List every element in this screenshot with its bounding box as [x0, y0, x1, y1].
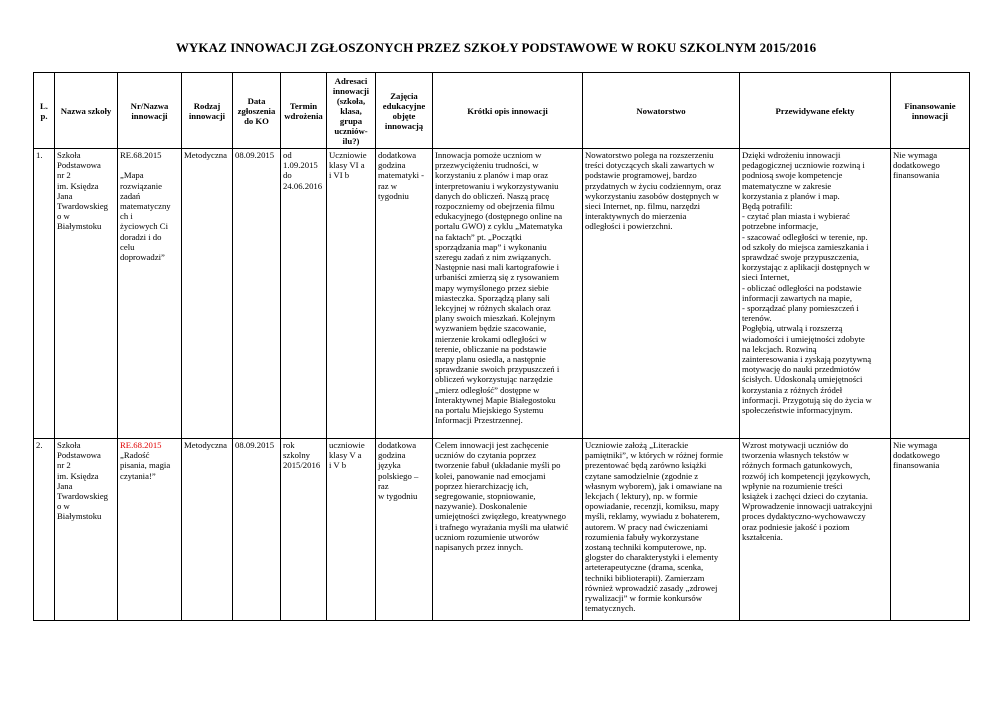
header-novelty: Nowatorstwo — [583, 73, 740, 149]
cell-description: Celem innowacji jest zachęcenie uczniów do czytania poprzez tworzenie fabuł (układanie myśli po kolei, panowanie nad emocjami poprzez hierarchizację ich, segregowanie, stopniowanie, nazywanie). Doskonalenie umiejętności zwięzłego, kreatywnego i trafnego wyrażania myśli ma ułatwić uczniom rozumienie utworów napisanych przez innych. — [433, 439, 583, 621]
cell-classes: dodatkowa godzina języka polskiego – raz w tygodniu — [376, 439, 433, 621]
cell-innovation-name — [118, 439, 182, 621]
cell-submission-date: 08.09.2015 — [233, 439, 281, 621]
innovation-code: RE.68.2015 — [120, 440, 162, 450]
cell-innovation-type: Metodyczna — [182, 439, 233, 621]
cell-expected-effects: Wzrost motywacji uczniów do tworzenia własnych tekstów w różnych formach gatunkowych, rozwój ich kompetencji językowych, wpłynie na rozumienie treści książek i zachęci dzieci do czytania. Wprowadzenie innowacji uatrakcyjni proces dydaktyczno-wychowawczy oraz podniesie jakość i poziom kształcenia. — [740, 439, 891, 621]
page-title: WYKAZ INNOWACJI ZGŁOSZONYCH PRZEZ SZKOŁY PODSTAWOWE W ROKU SZKOLNYM 2015/2016 — [175, 40, 817, 55]
cell-recipients: Uczniowie klasy VI a i VI b — [327, 149, 376, 439]
cell-funding: Nie wymaga dodatkowego finansowania — [891, 439, 970, 621]
cell-novelty: Nowatorstwo polega na rozszerzeniu treści dotyczących skali zawartych w podstawie programowej, bardzo przydatnych w życiu codziennym, oraz wykorzystaniu zasobów dostępnych w sieci Internet, np. filmu, narzędzi interaktywnych do mierzenia odległości i powierzchni. — [583, 149, 740, 439]
header-implementation-term: Termin wdrożenia — [281, 73, 327, 149]
header-row — [34, 73, 970, 149]
cell-school-name: Szkoła Podstawowa nr 2 im. Księdza Jana Twardowskieg o w Białymstoku — [55, 439, 118, 621]
cell-implementation-term: rok szkolny 2015/2016 — [281, 439, 327, 621]
table-row — [34, 439, 970, 621]
innovations-table — [33, 72, 970, 621]
header-innovation-name: Nr/Nazwa innowacji — [118, 73, 182, 149]
header-expected-effects: Przewidywane efekty — [740, 73, 891, 149]
cell-submission-date: 08.09.2015 — [233, 149, 281, 439]
cell-classes: dodatkowa godzina matematyki - raz w tygodniu — [376, 149, 433, 439]
header-classes: Zajęcia edukacyjne objęte innowacją — [376, 73, 433, 149]
header-funding: Finansowanie innowacji — [891, 73, 970, 149]
header-submission-date: Data zgłoszenia do KO — [233, 73, 281, 149]
innovation-title: „Radość pisania, magia czytania!” — [120, 450, 171, 481]
header-recipients: Adresaci innowacji (szkoła, klasa, grupa uczniów- ilu?) — [327, 73, 376, 149]
cell-expected-effects: Dzięki wdrożeniu innowacji pedagogicznej uczniowie rozwiną i podniosą swoje kompetencje matematyczne w zakresie korzystania z planów i map. Będą potrafili: - czytać plan miasta i wybierać potrzebne informacje, - szacować odległości w terenie, np. od szkoły do miejsca zamieszkania i sprawdzać swoje przypuszczenia, korzystając z aplikacji dostępnych w sieci Internet, - obliczać odległości na podstawie informacji zawartych na mapie, - sporządzać plany pomieszczeń i terenów. Pogłębią, utrwalą i rozszerzą wiadomości i umiejętności zdobyte na lekcjach. Rozwiną zainteresowania i zyskają pozytywną motywację do nauki przedmiotów ścisłych. Udoskonalą umiejętności korzystania z różnych źródeł informacji. Przygotują się do życia w społeczeństwie informacyjnym. — [740, 149, 891, 439]
table-row — [34, 149, 970, 439]
header-lp: L. p. — [34, 73, 55, 149]
cell-school-name: Szkoła Podstawowa nr 2 im. Księdza Jana Twardowskieg o w Białymstoku — [55, 149, 118, 439]
cell-lp: 2. — [34, 439, 55, 621]
cell-description: Innowacja pomoże uczniom w przezwyciężeniu trudności, w korzystaniu z planów i map oraz interpretowaniu i wykorzystywaniu danych do obliczeń. Naszą pracę rozpoczniemy od obejrzenia filmu edukacyjnego (dostępnego online na portalu GWO) z cyklu „Matematyka na faktach” pt. „Początki sporządzania map” i wykonaniu szeregu zadań z nim związanych. Następnie nasi mali kartografowie i urbaniści zmierzą się z rysowaniem mapy wymyślonego przez siebie miasteczka. Sporządzą plany sali lekcyjnej w różnych skalach oraz plany swoich mieszkań. Kolejnym wyzwaniem będzie szacowanie, mierzenie krokami odległości w terenie, obliczanie na podstawie mapy planu osiedla, a następnie sprawdzanie swoich przypuszczeń i obliczeń wykorzystując narzędzie „mierz odległość” dostępne w Interaktywnej Mapie Białegostoku na portalu Miejskiego Systemu Informacji Przestrzennej. — [433, 149, 583, 439]
cell-lp: 1. — [34, 149, 55, 439]
cell-innovation-name: RE.68.2015 „Mapa rozwiązanie zadań matematyczny ch i życiowych Ci doradzi i do celu doprowadzi” — [118, 149, 182, 439]
header-school-name: Nazwa szkoły — [55, 73, 118, 149]
header-innovation-type: Rodzaj innowacji — [182, 73, 233, 149]
cell-funding: Nie wymaga dodatkowego finansowania — [891, 149, 970, 439]
cell-innovation-type: Metodyczna — [182, 149, 233, 439]
header-description: Krótki opis innowacji — [433, 73, 583, 149]
cell-novelty: Uczniowie założą „Literackie pamiętniki”, w których w różnej formie prezentować będą zarówno książki czytane samodzielnie (zgodnie z własnym wyborem), jak i omawiane na lekcjach ( lektury), np. w formie opowiadanie, recenzji, komiksu, mapy myśli, reklamy, wywiadu z bohaterem, autorem. W pracy nad ćwiczeniami rozumienia fabuły wykorzystane zostaną techniki komputerowe, np. glogster do charakterystyki i elementy arteterapeutyczne (drama, scenka, techniki biblioterapii). Zamierzam również wprowadzić zasady „zdrowej rywalizacji” w formie konkursów tematycznych. — [583, 439, 740, 621]
cell-recipients: uczniowie klasy V a i V b — [327, 439, 376, 621]
cell-implementation-term: od 1.09.2015 do 24.06.2016 — [281, 149, 327, 439]
